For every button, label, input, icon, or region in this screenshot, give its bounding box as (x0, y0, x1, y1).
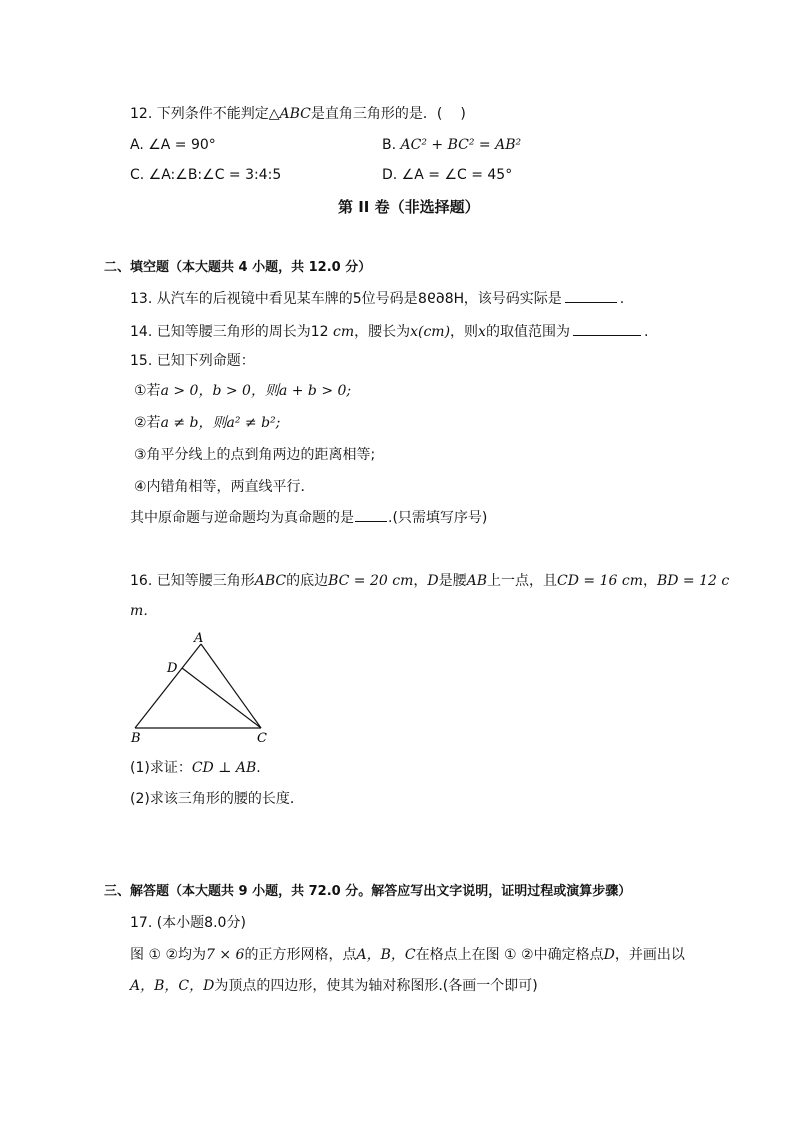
q12-option-a: A. ∠A = 90° (130, 137, 216, 153)
q15-prop-4: ④内错角相等，两直线平行． (134, 479, 315, 495)
q15-stem: 15. 已知下列命题： (130, 353, 255, 369)
q12-option-d: D. ∠A = ∠C = 45° (382, 167, 513, 183)
q16-part1: (1)求证：CD ⊥ AB. (130, 760, 261, 776)
label-c: C (257, 731, 267, 746)
q17-head: 17. (本小题8.0分) (130, 915, 246, 931)
q15-answer-blank[interactable] (355, 507, 387, 522)
q15-prop-2: ②若a ≠ b，则a² ≠ b²; (134, 415, 281, 431)
answer-heading: 三、解答题（本大题共 9 小题，共 72.0 分。解答应写出文字说明，证明过程或演算步骤） (104, 884, 632, 899)
segment-cd (182, 668, 261, 728)
q13: 13. 从汽车的后视镜中看见某车牌的5位号码是H8698，该号码实际是 . (130, 288, 624, 309)
q13-answer-blank[interactable] (565, 288, 617, 303)
q15-tail: 其中原命题与逆命题均为真命题的是 .(只需填写序号) (130, 507, 487, 528)
q15-prop-3: ③角平分线上的点到角两边的距离相等; (134, 447, 376, 463)
q17-line2: A，B，C，D为顶点的四边形，使其为轴对称图形.(各画一个即可) (130, 978, 538, 994)
mirrored-plate: H8698 (417, 291, 464, 307)
side-ab (135, 644, 201, 728)
q12-stem: 12. 下列条件不能判定△ABC是直角三角形的是．( ) (130, 106, 466, 122)
q14: 14. 已知等腰三角形的周长为12 cm，腰长为x(cm)，则x的取值范围为 . (130, 321, 648, 342)
q12-option-c: C. ∠A:∠B:∠C = 3:4:5 (130, 167, 282, 183)
side-ac (201, 644, 261, 728)
fill-heading: 二、填空题（本大题共 4 小题，共 12.0 分） (104, 260, 372, 275)
triangle-figure (128, 628, 278, 748)
q16-line2: m． (130, 603, 158, 619)
label-d: D (167, 661, 178, 676)
q17-line1: 图 ① ②均为7 × 6的正方形网格，点A，B，C在格点上在图 ① ②中确定格点D，并画出以 (130, 947, 685, 963)
q16-line1: 16. 已知等腰三角形ABC的底边BC = 20 cm，D是腰AB上一点，且CD = 16 cm，BD = 12 c (130, 573, 730, 589)
q16-part2: (2)求该三角形的腰的长度． (130, 791, 304, 807)
label-a: A (194, 631, 204, 646)
q15-prop-1: ①若a > 0，b > 0，则a + b > 0; (134, 383, 352, 399)
q14-answer-blank[interactable] (573, 321, 641, 336)
q12-option-b: B. AC² + BC² = AB² (382, 137, 522, 153)
section2-title: 第 II 卷（非选择题） (338, 198, 480, 216)
label-b: B (131, 731, 141, 746)
